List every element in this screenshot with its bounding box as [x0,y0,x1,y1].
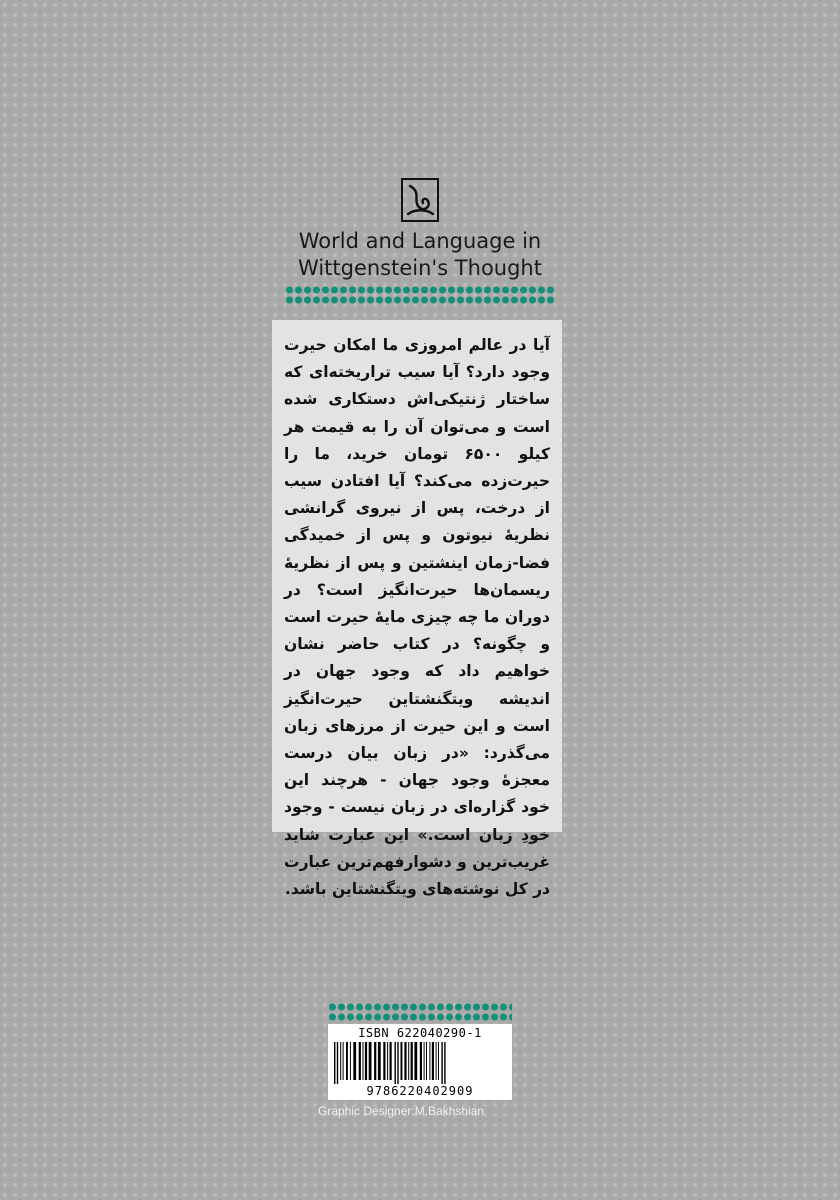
barcode-bar [353,1042,356,1080]
barcode-bar [350,1042,351,1080]
blurb-text: آیا در عالم امروزی ما امکان حیرت وجود دارد؟ آیا سیب تراریخته‌ای که ساختار ژنتیکی‌اش دستکاری شده است و می‌توان آن را به قیمت هر کیلو ۶۵۰۰ تومان خرید، ما را حیرت‌زده می‌کند؟ آیا افتادن سیب از درخت، پس از نیروی گرانشی نظریهٔ نیوتون و پس از خمیدگی فضا-زمان اینشتین و پس از نظریهٔ ریسمان‌ها حیرت‌انگیز است؟ در دوران ما چه چیزی مایهٔ حیرت است و چگونه؟ در کتاب حاضر نشان خواهیم داد که وجود جهان در اندیشه ویتگنشتاین حیرت‌انگیز است و این حیرت از مرزهای زبان می‌گذرد: «در زبان بیان درست معجزهٔ وجود جهان - هرچند این خود گزاره‌ای در زبان نیست - وجود خودِ زبان است.» این عبارت شاید غریب‌ترین و دشوارفهم‌ترین عبارت در کل نوشته‌های ویتگنشتاین باشد. [284,336,550,899]
decorative-dot-row [285,285,555,305]
barcode-bar [387,1042,388,1080]
book-title-english [240,228,600,282]
barcode-bar [340,1042,341,1080]
barcode-bar [359,1042,361,1080]
title-line-1: World and Language in [298,229,542,253]
barcode-bar [390,1042,392,1080]
barcode-bar [426,1042,427,1080]
barcode-bar [343,1042,344,1080]
isbn-label: ISBN 622040290-1 [358,1026,482,1040]
barcode-bar [395,1042,396,1084]
barcode-bar [369,1042,372,1080]
barcode-bar [334,1042,335,1084]
decorative-dot-row-bottom [328,1002,512,1022]
barcode-bar [414,1042,417,1080]
barcode-bar [441,1042,442,1084]
barcode-bar [397,1042,398,1084]
barcode-bar [424,1042,425,1080]
barcode-bar [337,1042,338,1084]
barcode-bar [436,1042,437,1080]
barcode-digits: 9786220402909 [366,1084,474,1098]
blurb-panel [272,320,562,899]
barcode-bar [346,1042,348,1080]
barcode-bar [411,1042,413,1080]
barcode-bar [363,1042,364,1080]
bird-logo-icon [398,178,442,222]
barcode-bar [438,1042,439,1080]
isbn-barcode [328,1024,512,1100]
barcode-bar [444,1042,445,1084]
title-line-2: Wittgenstein's Thought [298,256,542,280]
barcode-bar [383,1042,385,1080]
barcode-bar [408,1042,409,1080]
barcode-bar [401,1042,403,1080]
barcode-bar [420,1042,422,1080]
barcode-bars [334,1042,506,1084]
barcode-bar [365,1042,367,1080]
barcode-bar [374,1042,376,1080]
barcode-bar [378,1042,381,1080]
barcode-bar [429,1042,430,1080]
barcode-bar [432,1042,434,1080]
publisher-logo [398,178,442,222]
designer-credit: Graphic Designer:M.Bakhshian [318,1104,485,1118]
barcode-bar [404,1042,406,1080]
